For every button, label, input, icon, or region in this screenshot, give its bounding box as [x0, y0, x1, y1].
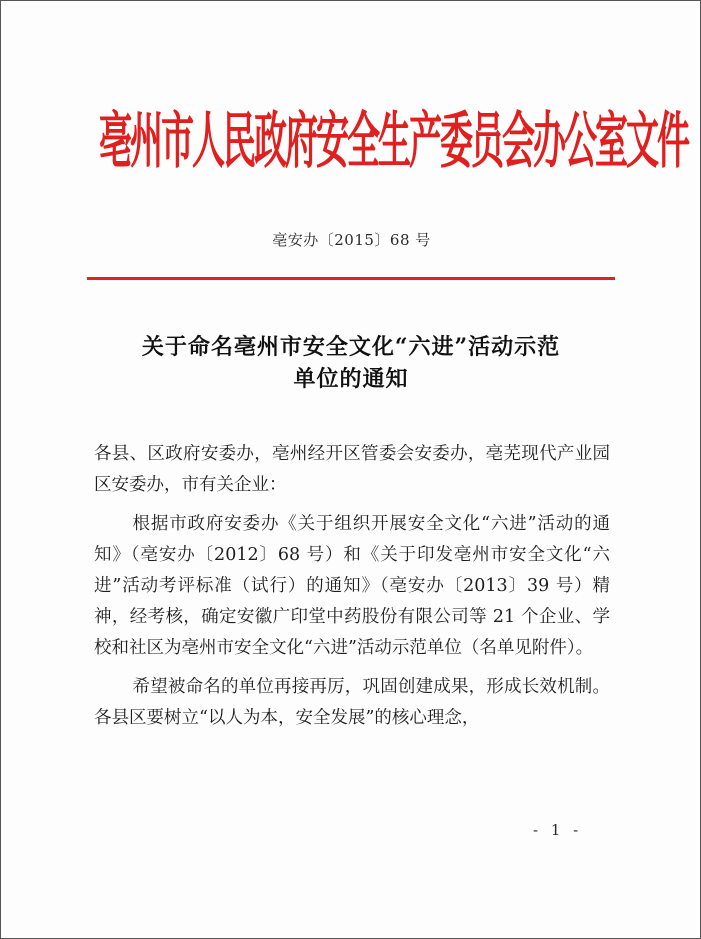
page-number: - 1 -	[533, 821, 583, 839]
addressee-paragraph: 各县、区政府安委办，亳州经开区管委会安委办，亳芜现代产业园区安委办，市有关企业：	[94, 444, 610, 495]
notice-title	[87, 331, 615, 395]
document-body	[94, 439, 610, 742]
header-divider	[87, 277, 615, 280]
body-paragraph-2: 希望被命名的单位再接再厉，巩固创建成果，形成长效机制。各县区要树立“以人为本，安全发展”的核心理念，	[94, 677, 610, 728]
notice-title-line-2: 单位的通知	[293, 366, 409, 392]
document-header-title: 亳州市人民政府安全生产委员会办公室文件	[99, 104, 688, 177]
body-paragraph-1: 根据市政府安委办《关于组织开展安全文化“六进”活动的通知》（亳安办〔2012〕68 号）和《关于印发亳州市安全文化“六进”活动考评标准（试行）的通知》（亳安办〔2013〕39 号）精神，经考核，确定安徽广印堂中药股份有限公司等 21 个企业、学校和社区为亳州市安全文化“六进”活动示范单位（名单见附件）。	[94, 514, 610, 658]
document-number: 亳安办〔2015〕68 号	[272, 231, 431, 249]
notice-title-line-1: 关于命名亳州市安全文化“六进”活动示范	[141, 334, 561, 360]
